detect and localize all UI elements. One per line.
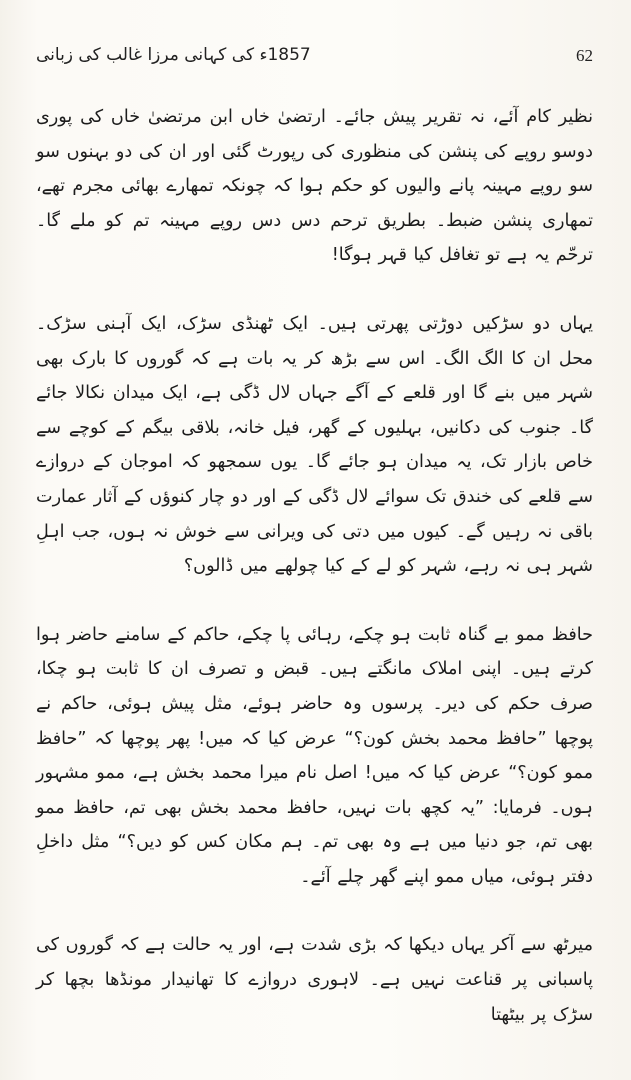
paragraph-4: میرٹھ سے آکر یہاں دیکھا کہ بڑی شدت ہے، اور یہ حالت ہے کہ گوروں کی پاسبانی پر قناعت نہیں ہے۔ لاہوری دروازے کا تھانیدار مونڈھا بچھا کر سڑک پر بیٹھتا	[36, 935, 593, 1025]
running-head: 1857ء کی کہانی مرزا غالب کی زبانی	[36, 45, 311, 65]
body-text	[36, 100, 593, 1032]
page-header	[36, 44, 593, 74]
paragraph-2: یہاں دو سڑکیں دوڑتی پھرتی ہیں۔ ایک ٹھنڈی سڑک، ایک آہنی سڑک۔ محل ان کا الگ الگ۔ اس سے بڑھ کر یہ بات ہے کہ گوروں کا بارک بھی شہر میں بنے گا اور قلعے کے آگے جہاں لال ڈگی ہے، ایک میدان نکالا جائے گا۔ جنوب کی دکانیں، بہلیوں کے گھر، فیل خانہ، بلاقی بیگم کے کوچے سے خاص بازار تک، یہ میدان ہو جائے گا۔ یوں سمجھو کہ اموجان کے دروازے سے قلعے کی خندق تک سوائے لال ڈگی کے اور دو چار کنوؤں کے آثار عمارت باقی نہ رہیں گے۔ کیوں میں دتی کی ویرانی سے خوش نہ ہوں، جب اہلِ شہر ہی نہ رہے، شہر کو لے کے کیا چولھے میں ڈالوں؟	[36, 313, 593, 577]
paragraph-3: حافظ ممو بے گناہ ثابت ہو چکے، رہائی پا چکے، حاکم کے سامنے حاضر ہوا کرتے ہیں۔ اپنی املاک مانگتے ہیں۔ قبض و تصرف ان کا ثابت ہو چکا، صرف حکم کی دیر۔ پرسوں وہ حاضر ہوئے، مثل پیش ہوئی، حاکم نے پوچھا ”حافظ محمد بخش کون؟“ عرض کیا کہ میں! پھر پوچھا کہ ”حافظ ممو کون؟“ عرض کیا کہ میں! اصل نام میرا محمد بخش ہے، ممو مشہور ہوں۔ فرمایا: ”یہ کچھ بات نہیں، حافظ محمد بخش بھی تم، حافظ ممو بھی تم، جو دنیا میں ہے وہ بھی تم۔ ہم مکان کس کو دیں؟“ مثل داخلِ دفتر ہوئی، میاں ممو اپنے گھر چلے آئے۔	[36, 624, 593, 887]
page-number: 62	[576, 46, 593, 65]
paragraph-1: نظیر کام آئے، نہ تقریر پیش جائے۔ ارتضیٰ خاں ابن مرتضیٰ خاں کی پوری دوسو روپے کی پنشن کی منظوری کی رپورٹ گئی اور ان کی دو بہنوں سو سو روپے مہینہ پانے والیوں کو حکم ہوا کہ چونکہ تمھارے بھائی مجرم تھے، تمھاری پنشن ضبط۔ بطریق ترحم دس دس روپے مہینہ تم کو ملے گا۔ ترحّم یہ ہے تو تغافل کیا قہر ہوگا!	[36, 107, 593, 266]
